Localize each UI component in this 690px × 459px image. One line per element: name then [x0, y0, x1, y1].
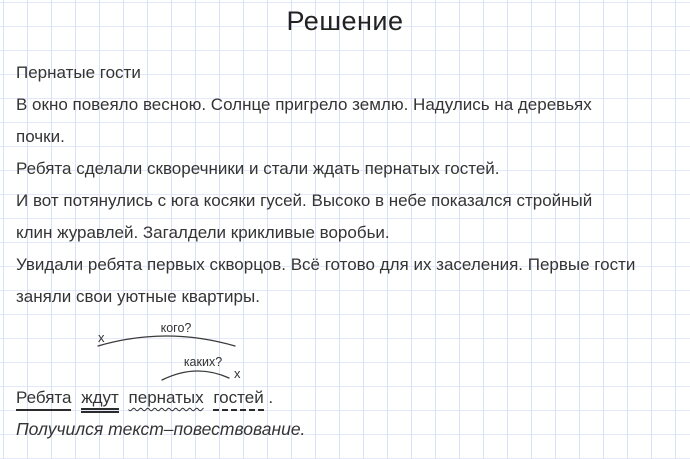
story-line: клин журавлей. Загалдели крикливые воробьи. — [16, 223, 390, 242]
story-line: Увидали ребята первых скворцов. Всё готово для их заселения. Первые гости — [16, 255, 636, 274]
story-line: заняли свои уютные квартиры. — [16, 287, 260, 306]
attribute-word: пернатых — [128, 388, 204, 407]
story-line: Ребята сделали скворечники и стали ждать пернатых гостей. — [16, 159, 500, 178]
predicate-word: ждут — [81, 388, 119, 413]
question-label-kogo: кого? — [160, 321, 192, 335]
page-title: Решение — [286, 6, 404, 36]
head-word-marker-1: х — [98, 330, 105, 345]
parsed-sentence — [16, 388, 273, 413]
story-line: В окно повеяло весною. Солнце пригрело землю. Надулись на деревьях — [16, 95, 592, 114]
head-word-marker-2: х — [234, 366, 241, 381]
question-arc-1 — [98, 336, 235, 346]
question-label-kakikh: каких? — [183, 355, 223, 369]
grammar-question-diagram — [16, 318, 266, 390]
question-arc-2 — [162, 371, 229, 380]
sentence-period: . — [268, 388, 274, 407]
object-word: гостей — [213, 388, 263, 411]
story-text — [16, 57, 686, 313]
story-line: почки. — [16, 127, 65, 146]
conclusion-text: Получился текст–повествование. — [16, 419, 306, 439]
subject-word: Ребята — [16, 388, 71, 411]
story-heading: Пернатые гости — [16, 63, 141, 82]
story-line: И вот потянулись с юга косяки гусей. Высоко в небе показался стройный — [16, 191, 593, 210]
